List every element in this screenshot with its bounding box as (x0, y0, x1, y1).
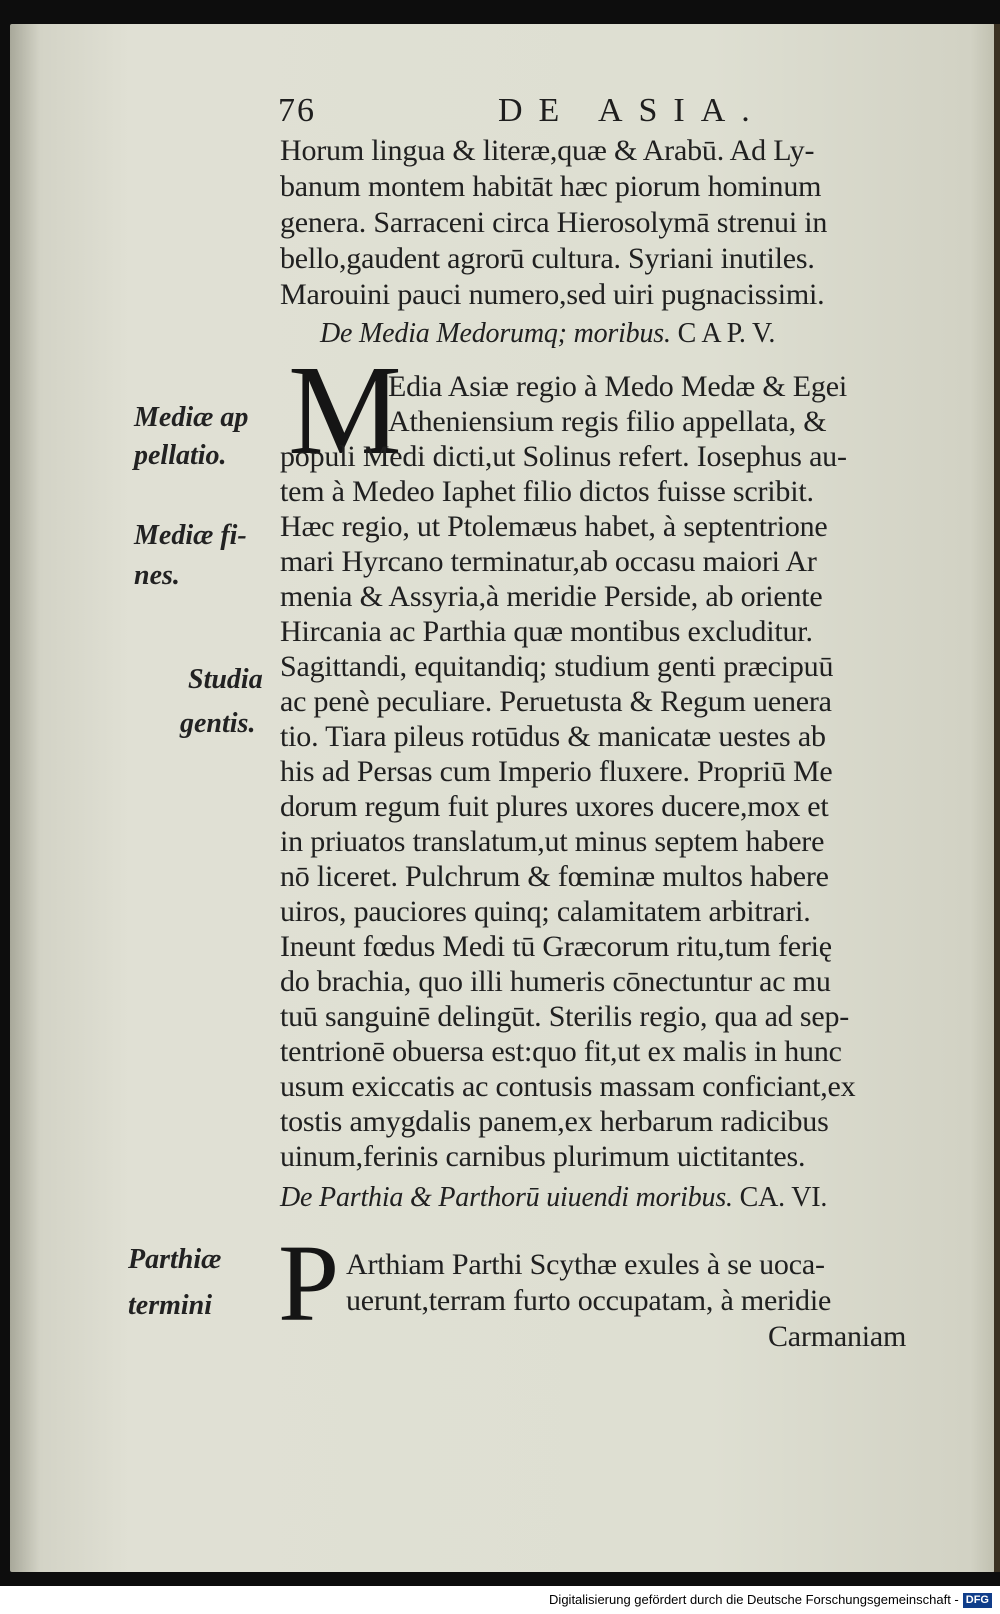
text-line: tuū sanguinē delingūt. Sterilis regio, qua ad sep- (280, 1000, 850, 1033)
text-line: uerunt,terram furto occupatam, à meridie (346, 1284, 832, 1317)
text-line: banum montem habitāt hæc piorum hominum (280, 170, 822, 203)
digitization-credit (0, 1586, 1000, 1614)
chapter-number: C A P. V. (677, 318, 776, 349)
text-line: menia & Assyria,à meridie Perside, ab oriente (280, 580, 823, 613)
text-line: tem à Medeo Iaphet filio dictos fuisse scribit. (280, 475, 814, 508)
text-line: Edia Asiæ regio à Medo Medæ & Egei (388, 370, 847, 403)
text-line: Hircania ac Parthia quæ montibus excluditur. (280, 615, 813, 648)
text-line: Horum lingua & literæ,quæ & Arabū. Ad Ly- (280, 134, 815, 167)
margin-note-studia-gentis: gentis. (180, 708, 256, 739)
text-line: tostis amygdalis panem,ex herbarum radicibus (280, 1105, 829, 1138)
chapter-title: De Parthia & Parthorū uiuendi moribus. (280, 1182, 733, 1213)
drop-cap-p: P (278, 1222, 340, 1344)
text-line: bello,gaudent agrorū cultura. Syriani inutiles. (280, 242, 815, 275)
text-line: his ad Persas cum Imperio fluxere. Propriū Me (280, 755, 833, 788)
text-line: Marouini pauci numero,sed uiri pugnacissimi. (280, 278, 825, 311)
text-line: nō liceret. Pulchrum & fœminæ multos habere (280, 860, 829, 893)
text-line: populi Medi dicti,ut Solinus refert. Iosephus au- (280, 440, 847, 473)
text-line: ac penè peculiare. Peruetusta & Regum uenera (280, 685, 832, 718)
text-line: Hæc regio, ut Ptolemæus habet, à septentrione (280, 510, 828, 543)
page-binding-edge (994, 24, 1000, 1572)
text-line: mari Hyrcano terminatur,ab occasu maiori Ar (280, 545, 817, 578)
margin-note-mediae-fines: Mediæ fi- (134, 520, 247, 551)
text-line: Ineunt fœdus Medi tū Græcorum ritu,tum ferię (280, 930, 832, 963)
chapter-title: De Media Medorumq; moribus. (320, 318, 671, 349)
margin-note-parthiae-termini: termini (128, 1290, 213, 1321)
margin-note-mediae-appellatio: Mediæ ap (134, 402, 249, 433)
chapter-heading-parthia (280, 1182, 827, 1214)
catchword: Carmaniam (768, 1320, 907, 1353)
running-head: DE ASIA. (498, 92, 766, 129)
chapter-number: CA. VI. (739, 1182, 828, 1213)
margin-note-studia-gentis: Studia (188, 664, 263, 695)
text-line: dorum regum fuit plures uxores ducere,mox et (280, 790, 829, 823)
dfg-logo: DFG (963, 1593, 992, 1608)
text-line: uiros, pauciores quinq; calamitatem arbitrari. (280, 895, 811, 928)
text-line: in priuatos translatum,ut minus septem habere (280, 825, 825, 858)
text-line: Sagittandi, equitandiq; studium genti præcipuū (280, 650, 834, 683)
drop-cap-m: M (288, 339, 402, 481)
margin-note-parthiae-termini: Parthiæ (128, 1244, 222, 1275)
text-line: uinum,ferinis carnibus plurimum uictitantes. (280, 1140, 806, 1173)
credit-text: Digitalisierung gefördert durch die Deutsche Forschungsgemeinschaft - (549, 1592, 959, 1607)
text-line: Atheniensium regis filio appellata, & (388, 405, 827, 438)
text-line: tio. Tiara pileus rotūdus & manicatæ uestes ab (280, 720, 826, 753)
page-header (278, 92, 978, 132)
text-line: Arthiam Parthi Scythæ exules à se uoca- (346, 1248, 825, 1281)
margin-note-mediae-fines: nes. (134, 560, 180, 591)
page-number: 76 (278, 92, 316, 129)
text-line: genera. Sarraceni circa Hierosolymā strenui in (280, 206, 828, 239)
text-line: do brachia, quo illi humeris cōnectuntur ac mu (280, 965, 831, 998)
text-line: usum exiccatis ac contusis massam conficiant,ex (280, 1070, 856, 1103)
margin-note-mediae-appellatio: pellatio. (134, 440, 227, 471)
text-line: tentrionē obuersa est:quo fit,ut ex malis in hunc (280, 1035, 842, 1068)
